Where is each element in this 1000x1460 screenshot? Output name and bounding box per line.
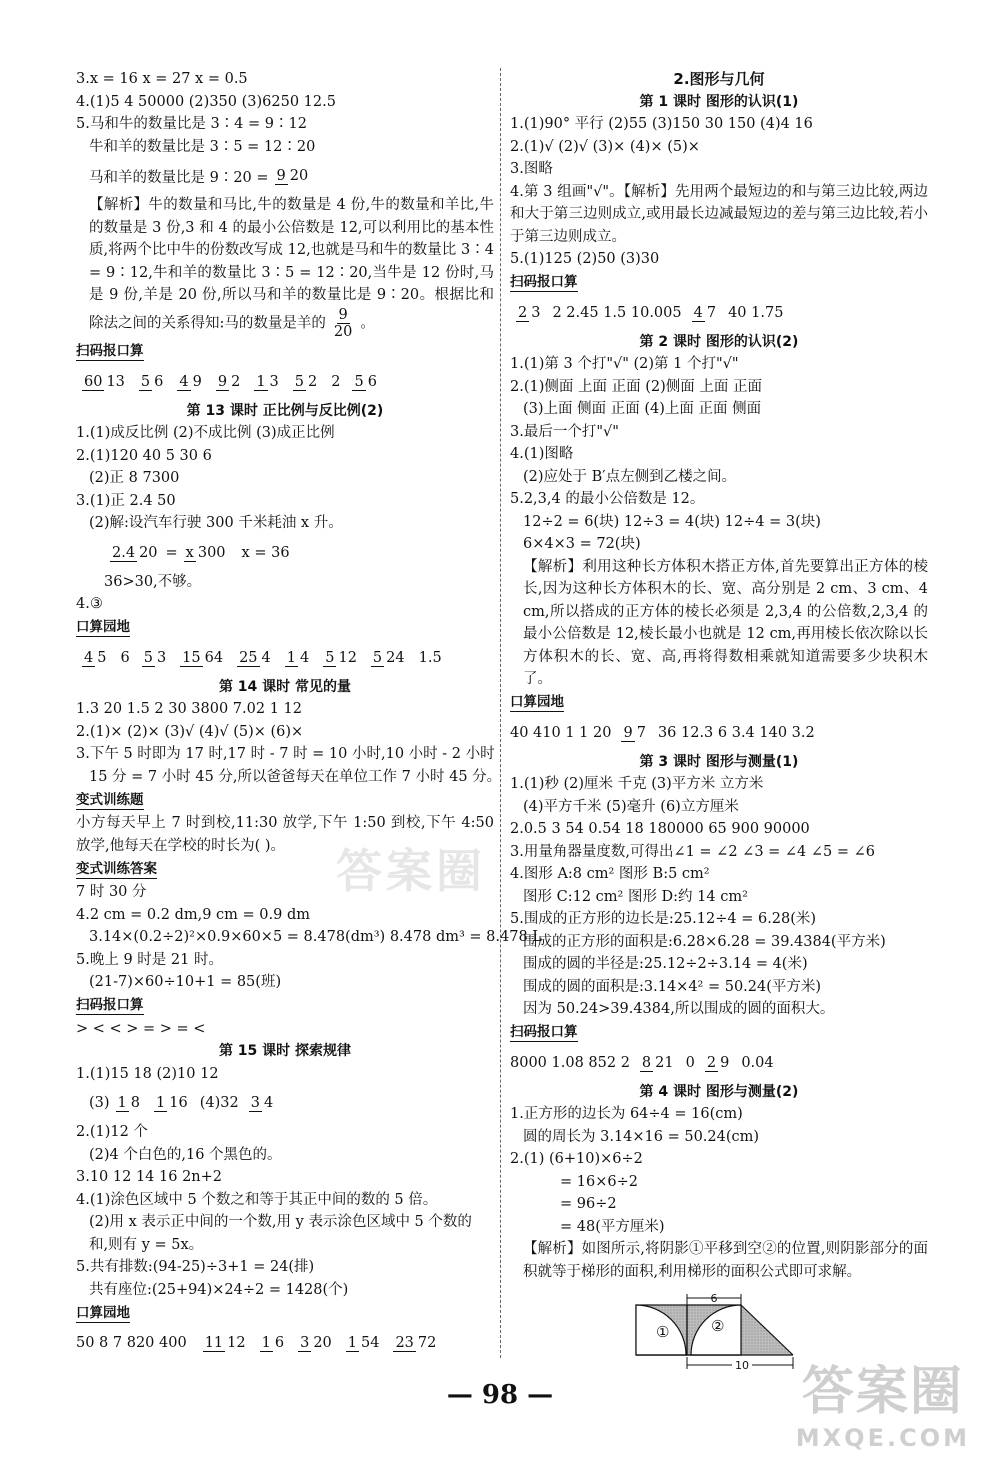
trapezoid-diagram: [628, 1291, 818, 1371]
fraction: x 300: [185, 544, 226, 561]
answer-line: 12÷2 = 6(块) 12÷3 = 4(块) 12÷4 = 3(块): [523, 513, 821, 530]
answer-line: 1.(1)15 18 (2)10 12: [76, 1065, 219, 1082]
answer-line: 7 时 30 分: [76, 884, 147, 900]
fraction: 1 16: [156, 1095, 188, 1111]
answer-line: 围成的正方形的面积是:6.28×6.28 = 39.4384(平方米): [523, 933, 886, 950]
fraction: 1 4: [286, 649, 310, 666]
answer-line: > < < > = > = <: [76, 1020, 206, 1037]
watermark-url: MXQE.COM: [795, 1424, 970, 1452]
section-heading: 变式训练答案: [76, 860, 157, 877]
lesson-title: 第 14 课时 常见的量: [218, 678, 352, 695]
answer-line: 共有座位:(25+94)×24÷2 = 1428(个): [89, 1281, 349, 1298]
fraction: 5 24: [372, 649, 405, 666]
answer-line: 5.共有排数:(94-25)÷3+1 = 24(排): [76, 1259, 315, 1275]
answer-line: 15 分 = 7 小时 45 分,所以爸爸每天在单位工作 7 小时 45 分。: [89, 768, 502, 785]
section-heading: 扫码报口算: [510, 1024, 578, 1040]
lesson-title: 第 4 课时 图形与测量(2): [639, 1083, 799, 1100]
answer-paragraph: 4.第 3 组画"√"。【解析】先用两个最短边的和与第三边比较,两边和大于第三边则成立,或用最长边减最短边的差与第三边比较,若小于第三边则成立。: [510, 183, 928, 245]
answer-line: 牛和羊的数量比是 3∶5 = 12∶20: [89, 138, 316, 155]
answer-line: 5.晚上 9 时是 21 时。: [76, 951, 223, 968]
answer-line: 4.图形 A:8 cm² 图形 B:5 cm²: [510, 866, 710, 882]
answer-line: 5.围成的正方形的边长是:25.12÷4 = 6.28(米): [510, 911, 817, 927]
analysis-paragraph: 【解析】如图所示,将阴影①平移到空②的位置,则阴影部分的面积就等于梯形的面积,利用梯形的面积公式即可求解。: [523, 1241, 928, 1280]
section-heading: 口算园地: [510, 694, 564, 710]
answer-line: 1.3 20 1.5 2 30 3800 7.02 1 12: [76, 701, 302, 717]
answer-line: (4)平方千米 (5)毫升 (6)立方厘米: [523, 798, 739, 815]
section-heading: 扫码报口算: [76, 997, 144, 1013]
lesson-title: 第 1 课时 图形的认识(1): [639, 93, 799, 110]
answer-line: 3.(1)正 2.4 50: [76, 492, 176, 509]
section-heading: 扫码报口算: [76, 343, 144, 359]
chapter-title: 2.图形与几何: [673, 70, 765, 88]
fraction: 4 7: [693, 304, 717, 321]
fraction-row: 2 3 2 2.45 1.5 10.005 4 7 40 1.75: [518, 304, 784, 321]
fraction: 5 12: [325, 649, 357, 666]
answer-line: 36>30,不够。: [104, 573, 202, 590]
answer-line: 4.2 cm = 0.2 dm,9 cm = 0.9 dm: [76, 906, 310, 923]
fraction: 15 64: [182, 649, 224, 666]
fraction: 4 5: [84, 649, 107, 666]
answer-line: 3.最后一个打"√": [510, 423, 619, 440]
answer-line: 1.(1)成反比例 (2)不成比例 (3)成正比例: [76, 425, 335, 441]
answer-line: 因为 50.24>39.4384,所以围成的圆的面积大。: [523, 1001, 835, 1017]
answer-line: 4.(1)涂色区域中 5 个数之和等于其正中间的数的 5 倍。: [76, 1191, 438, 1208]
right-column: [510, 68, 928, 1375]
fraction: 3 4: [250, 1095, 274, 1111]
answer-line: 3.下午 5 时即为 17 时,17 时 - 7 时 = 10 小时,10 小时 - 2 小时: [76, 746, 495, 762]
fraction: 9 7: [623, 724, 646, 741]
answer-line: 3.10 12 14 16 2n+2: [76, 1169, 223, 1185]
fraction-row: [76, 640, 494, 676]
answer-line: 1.(1)秒 (2)厘米 千克 (3)平方米 立方米: [510, 776, 764, 792]
exercise-paragraph: 小方每天早上 7 时到校,11:30 放学,下午 1:50 到校,下午 4:50 放学,他每天在学校的时长为( )。: [76, 815, 494, 854]
answer-line: 5.2,3,4 的最小公倍数是 12。: [510, 491, 705, 507]
fraction-row: 40 410 1 1 20 9 7 36 12.3 6 3.4 140 3.2: [510, 724, 815, 741]
fraction: 1 3: [256, 373, 279, 390]
fraction: 25 4: [239, 649, 271, 666]
answer-line: 图形 C:12 cm² 图形 D:约 14 cm²: [523, 888, 748, 905]
fraction-row: 8000 1.08 852 2 8 21 0 2 9 0.04: [510, 1054, 774, 1071]
answer-line: 圆的周长为 3.14×16 = 50.24(cm): [523, 1128, 760, 1145]
answer-line: 6×4×3 = 72(块): [523, 536, 641, 552]
fraction: 9 20: [276, 168, 309, 184]
column-divider: [500, 68, 501, 1358]
answer-line: = 16×6÷2: [560, 1173, 638, 1190]
answer-line: 2.(1)12 个: [76, 1124, 148, 1140]
section-heading: 口算园地: [76, 619, 130, 635]
fraction: 1 6: [261, 1335, 285, 1351]
analysis-paragraph: 【解析】牛的数量和马比,牛的数量是 4 份,牛的数量和羊比,牛的数量是 3 份,3 和 4 的最小公倍数是 12,可以利用比的基本性质,将两个比中牛的份数改写成 12,也就是马和牛的数量比 3∶4 = 9∶12,牛和羊的数量比 3∶5 = 12∶20,当牛是 12 份时,马是 9 份,羊是 20 份,所以马和羊的数量比是 9∶20。根据比和除法之间的关系得知:马的数量是羊的 $\frac{9}{20}$ 。: [89, 197, 494, 340]
answer-line: (21-7)×60÷10+1 = 85(班): [89, 974, 282, 990]
site-watermark: [796, 1349, 970, 1452]
answer-line: 4.(1)图略: [510, 446, 574, 462]
answer-line: = 48(平方厘米): [560, 1218, 665, 1235]
section-heading: 扫码报口算: [510, 274, 578, 290]
answer-line: 1.(1)90° 平行 (2)55 (3)150 30 150 (4)4 16: [510, 116, 813, 132]
answer-line: 3.14×(0.2÷2)²×0.9×60×5 = 8.478(dm³) 8.478 dm³ = 8.478 L: [89, 929, 542, 945]
answer-line: 2.(1)侧面 上面 正面 (2)侧面 上面 正面: [510, 378, 762, 395]
answer-line: (3)上面 侧面 正面 (4)上面 正面 侧面: [523, 401, 762, 417]
lesson-title: 第 15 课时 探索规律: [218, 1043, 352, 1059]
region-label-2: ②: [711, 1317, 725, 1335]
answer-line: 2.(1)√ (2)√ (3)× (4)× (5)×: [510, 138, 700, 155]
answer-line: (2)用 x 表示正中间的一个数,用 y 表示涂色区域中 5 个数的: [89, 1214, 472, 1230]
fraction: 60 13: [84, 373, 125, 390]
answer-line: (2)正 8 7300: [89, 470, 180, 486]
fraction: 2.4 20: [112, 544, 158, 561]
answer-line: 4.(1)5 4 50000 (2)350 (3)6250 12.5: [76, 93, 336, 110]
answer-line: 2.(1)120 40 5 30 6: [76, 447, 212, 464]
fraction: 4 9: [179, 373, 202, 390]
answer-line: 围成的圆的半径是:25.12÷2÷3.14 = 4(米): [523, 956, 808, 972]
fraction: 9 2: [217, 373, 241, 390]
answer-line: 2.(1)× (2)× (3)√ (4)√ (5)× (6)×: [76, 723, 304, 740]
answer-line: 3.图略: [510, 161, 553, 177]
region-label-1: ①: [656, 1323, 670, 1341]
fraction: 1 54: [347, 1335, 380, 1351]
answer-line: 围成的圆的面积是:3.14×4² = 50.24(平方米): [523, 978, 822, 995]
fraction-row: [76, 364, 494, 400]
lesson-title: 第 2 课时 图形的认识(2): [639, 333, 799, 350]
fraction: 1 8: [117, 1095, 141, 1111]
answer-line: 2.0.5 3 54 0.54 18 180000 65 900 90000: [510, 821, 810, 837]
dimension-label-top: 6: [710, 1292, 718, 1305]
fraction: 2 3: [518, 304, 541, 321]
fraction: 23 72: [395, 1335, 437, 1351]
answer-line: 2.(1) (6+10)×6÷2: [510, 1151, 643, 1167]
equation-line: 2.4 20 = x 300 x = 36: [112, 544, 290, 561]
section-heading: 变式训练题: [76, 791, 144, 808]
watermark-logo: 答案圈: [801, 1362, 964, 1422]
fraction: 5 2: [294, 373, 318, 390]
fraction: 8 21: [641, 1054, 674, 1071]
answer-line: (2)应处于 B′点左侧到乙楼之间。: [523, 468, 737, 485]
lesson-title: 第 13 课时 正比例与反比例(2): [186, 402, 384, 419]
value: 6: [120, 649, 130, 666]
page-number: — 98 —: [446, 1380, 554, 1410]
fraction: 11 12: [204, 1335, 246, 1351]
fraction: $\frac{9}{20}$: [333, 306, 353, 340]
answer-line: 5.(1)125 (2)50 (3)30: [510, 251, 660, 267]
answer-line: 1.正方形的边长为 64÷4 = 16(cm): [510, 1106, 743, 1122]
value: 1.5: [418, 649, 442, 666]
answer-line: 和,则有 y = 5x。: [89, 1236, 204, 1253]
fraction: 5 6: [354, 373, 377, 390]
answer-line: 1.(1)第 3 个打"√" (2)第 1 个打"√": [510, 356, 739, 372]
analysis-paragraph: 【解析】利用这种长方体积木搭正方体,首先要算出正方体的棱长,因为这种长方体积木的长、宽、高分别是 2 cm、3 cm、4 cm,所以搭成的正方体的棱长必须是 2,3,4 的公倍数,2,3,4 的最小公倍数是 12,棱长最小也就是 12 cm,再用棱长依次除以长方体积木的长、宽、高,再将得数相乘就知道需要多少块积木了。: [523, 558, 928, 687]
fraction: 3 20: [300, 1335, 332, 1351]
fraction: 5 6: [140, 373, 164, 390]
answer-line: 马和羊的数量比是 9∶20 = 9 20: [89, 168, 309, 186]
answer-line: (2)解:设汽车行驶 300 千米耗油 x 升。: [89, 515, 343, 531]
fraction: 2 9: [706, 1054, 730, 1071]
answer-line: 3.x = 16 x = 27 x = 0.5: [76, 71, 248, 87]
lesson-title: 第 3 课时 图形与测量(1): [639, 753, 799, 770]
value: 2: [331, 373, 341, 390]
answer-line: 5.马和牛的数量比是 3∶4 = 9∶12: [76, 116, 307, 132]
answer-line: = 96÷2: [560, 1196, 617, 1212]
answer-line: 4.③: [76, 596, 103, 612]
answer-line: 3.用量角器量度数,可得出∠1 = ∠2 ∠3 = ∠4 ∠5 = ∠6: [510, 843, 876, 860]
dimension-label-bottom: 10: [735, 1359, 749, 1371]
fraction: 5 3: [143, 649, 167, 666]
section-heading: 口算园地: [76, 1304, 130, 1321]
fraction-row: 50 8 7 820 400 11 12 1 6 3 20 1 54 23 72: [76, 1335, 437, 1351]
background-watermark: 答案圈: [336, 844, 486, 898]
answer-line: (2)4 个白色的,16 个黑色的。: [89, 1146, 282, 1163]
fraction-row: (3) 1 8 1 16 (4)32 3 4: [89, 1095, 274, 1111]
